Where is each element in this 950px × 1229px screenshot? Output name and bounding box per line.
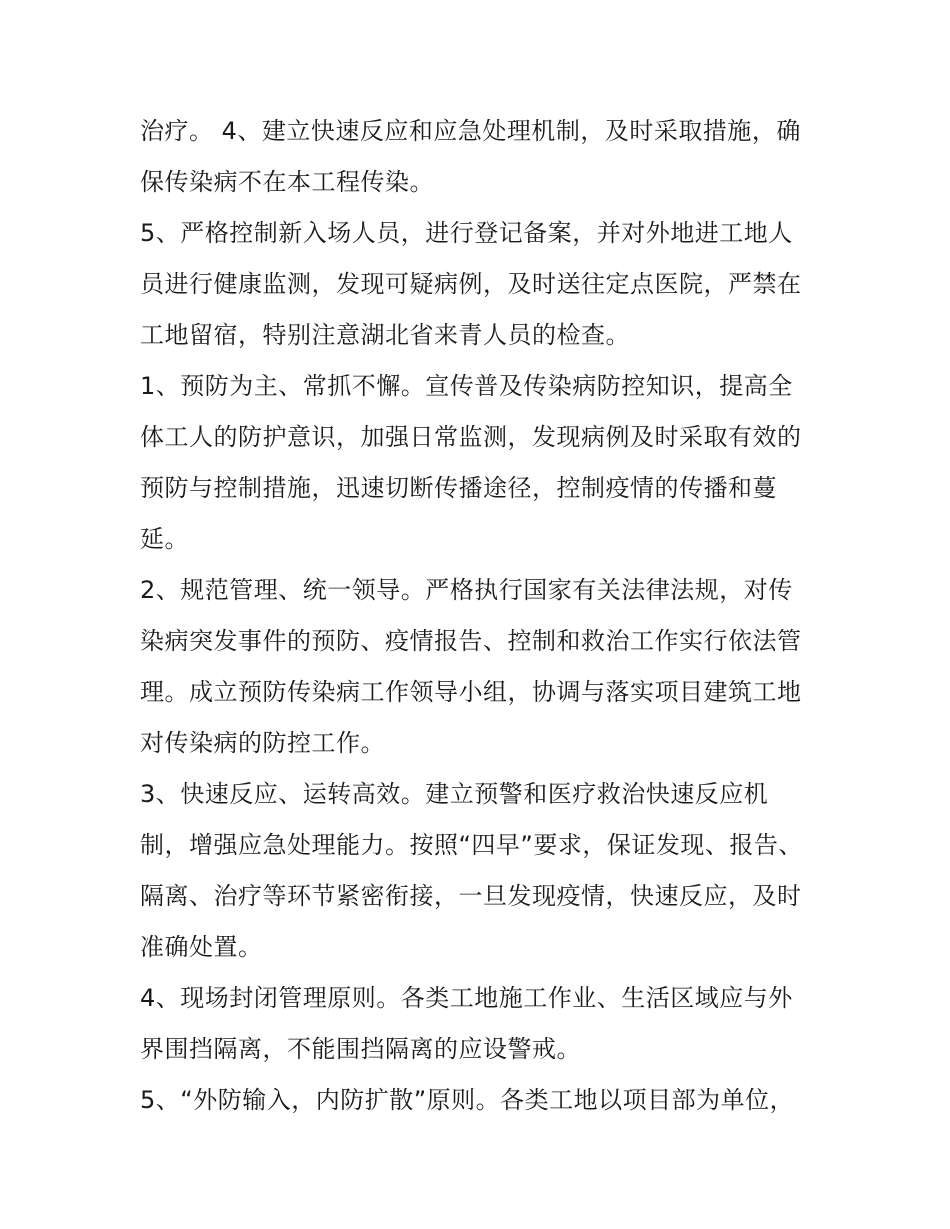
text-line: 5、“外防输入，内防扩散”原则。各类工地以项目部为单位， <box>140 1086 795 1114</box>
text-line: 对传染病的防控工作。 <box>140 729 385 757</box>
text-line: 界围挡隔离，不能围挡隔离的应设警戒。 <box>140 1035 581 1063</box>
text-line: 5、严格控制新入场人员，进行登记备案，并对外地进工地人 <box>140 219 793 247</box>
text-line: 体工人的防护意识，加强日常监测，发现病例及时采取有效的 <box>140 423 802 451</box>
document-body <box>140 106 820 1126</box>
text-line: 员进行健康监测，发现可疑病例，及时送往定点医院，严禁在 <box>140 270 802 298</box>
text-line: 隔离、治疗等环节紧密衔接，一旦发现疫情，快速反应，及时 <box>140 882 802 910</box>
text-line: 保传染病不在本工程传染。 <box>140 168 434 196</box>
text-line: 3、快速反应、运转高效。建立预警和医疗救治快速反应机 <box>140 780 769 808</box>
text-line: 预防与控制措施，迅速切断传播途径，控制疫情的传播和蔓 <box>140 474 777 502</box>
text-line: 延。 <box>140 525 189 553</box>
text-line: 1、预防为主、常抓不懈。宣传普及传染病防控知识，提高全 <box>140 372 793 400</box>
text-line: 4、现场封闭管理原则。各类工地施工作业、生活区域应与外 <box>140 984 793 1012</box>
text-line: 理。成立预防传染病工作领导小组，协调与落实项目建筑工地 <box>140 678 802 706</box>
text-line: 染病突发事件的预防、疫情报告、控制和救治工作实行依法管 <box>140 627 802 655</box>
text-line: 准确处置。 <box>140 933 263 961</box>
text-line: 2、规范管理、统一领导。严格执行国家有关法律法规，对传 <box>140 576 793 604</box>
text-line: 工地留宿，特别注意湖北省来青人员的检查。 <box>140 321 630 349</box>
text-line: 制，增强应急处理能力。按照“四早”要求，保证发现、报告、 <box>140 831 803 859</box>
text-line: 治疗。 4、建立快速反应和应急处理机制，及时采取措施，确 <box>140 117 801 145</box>
